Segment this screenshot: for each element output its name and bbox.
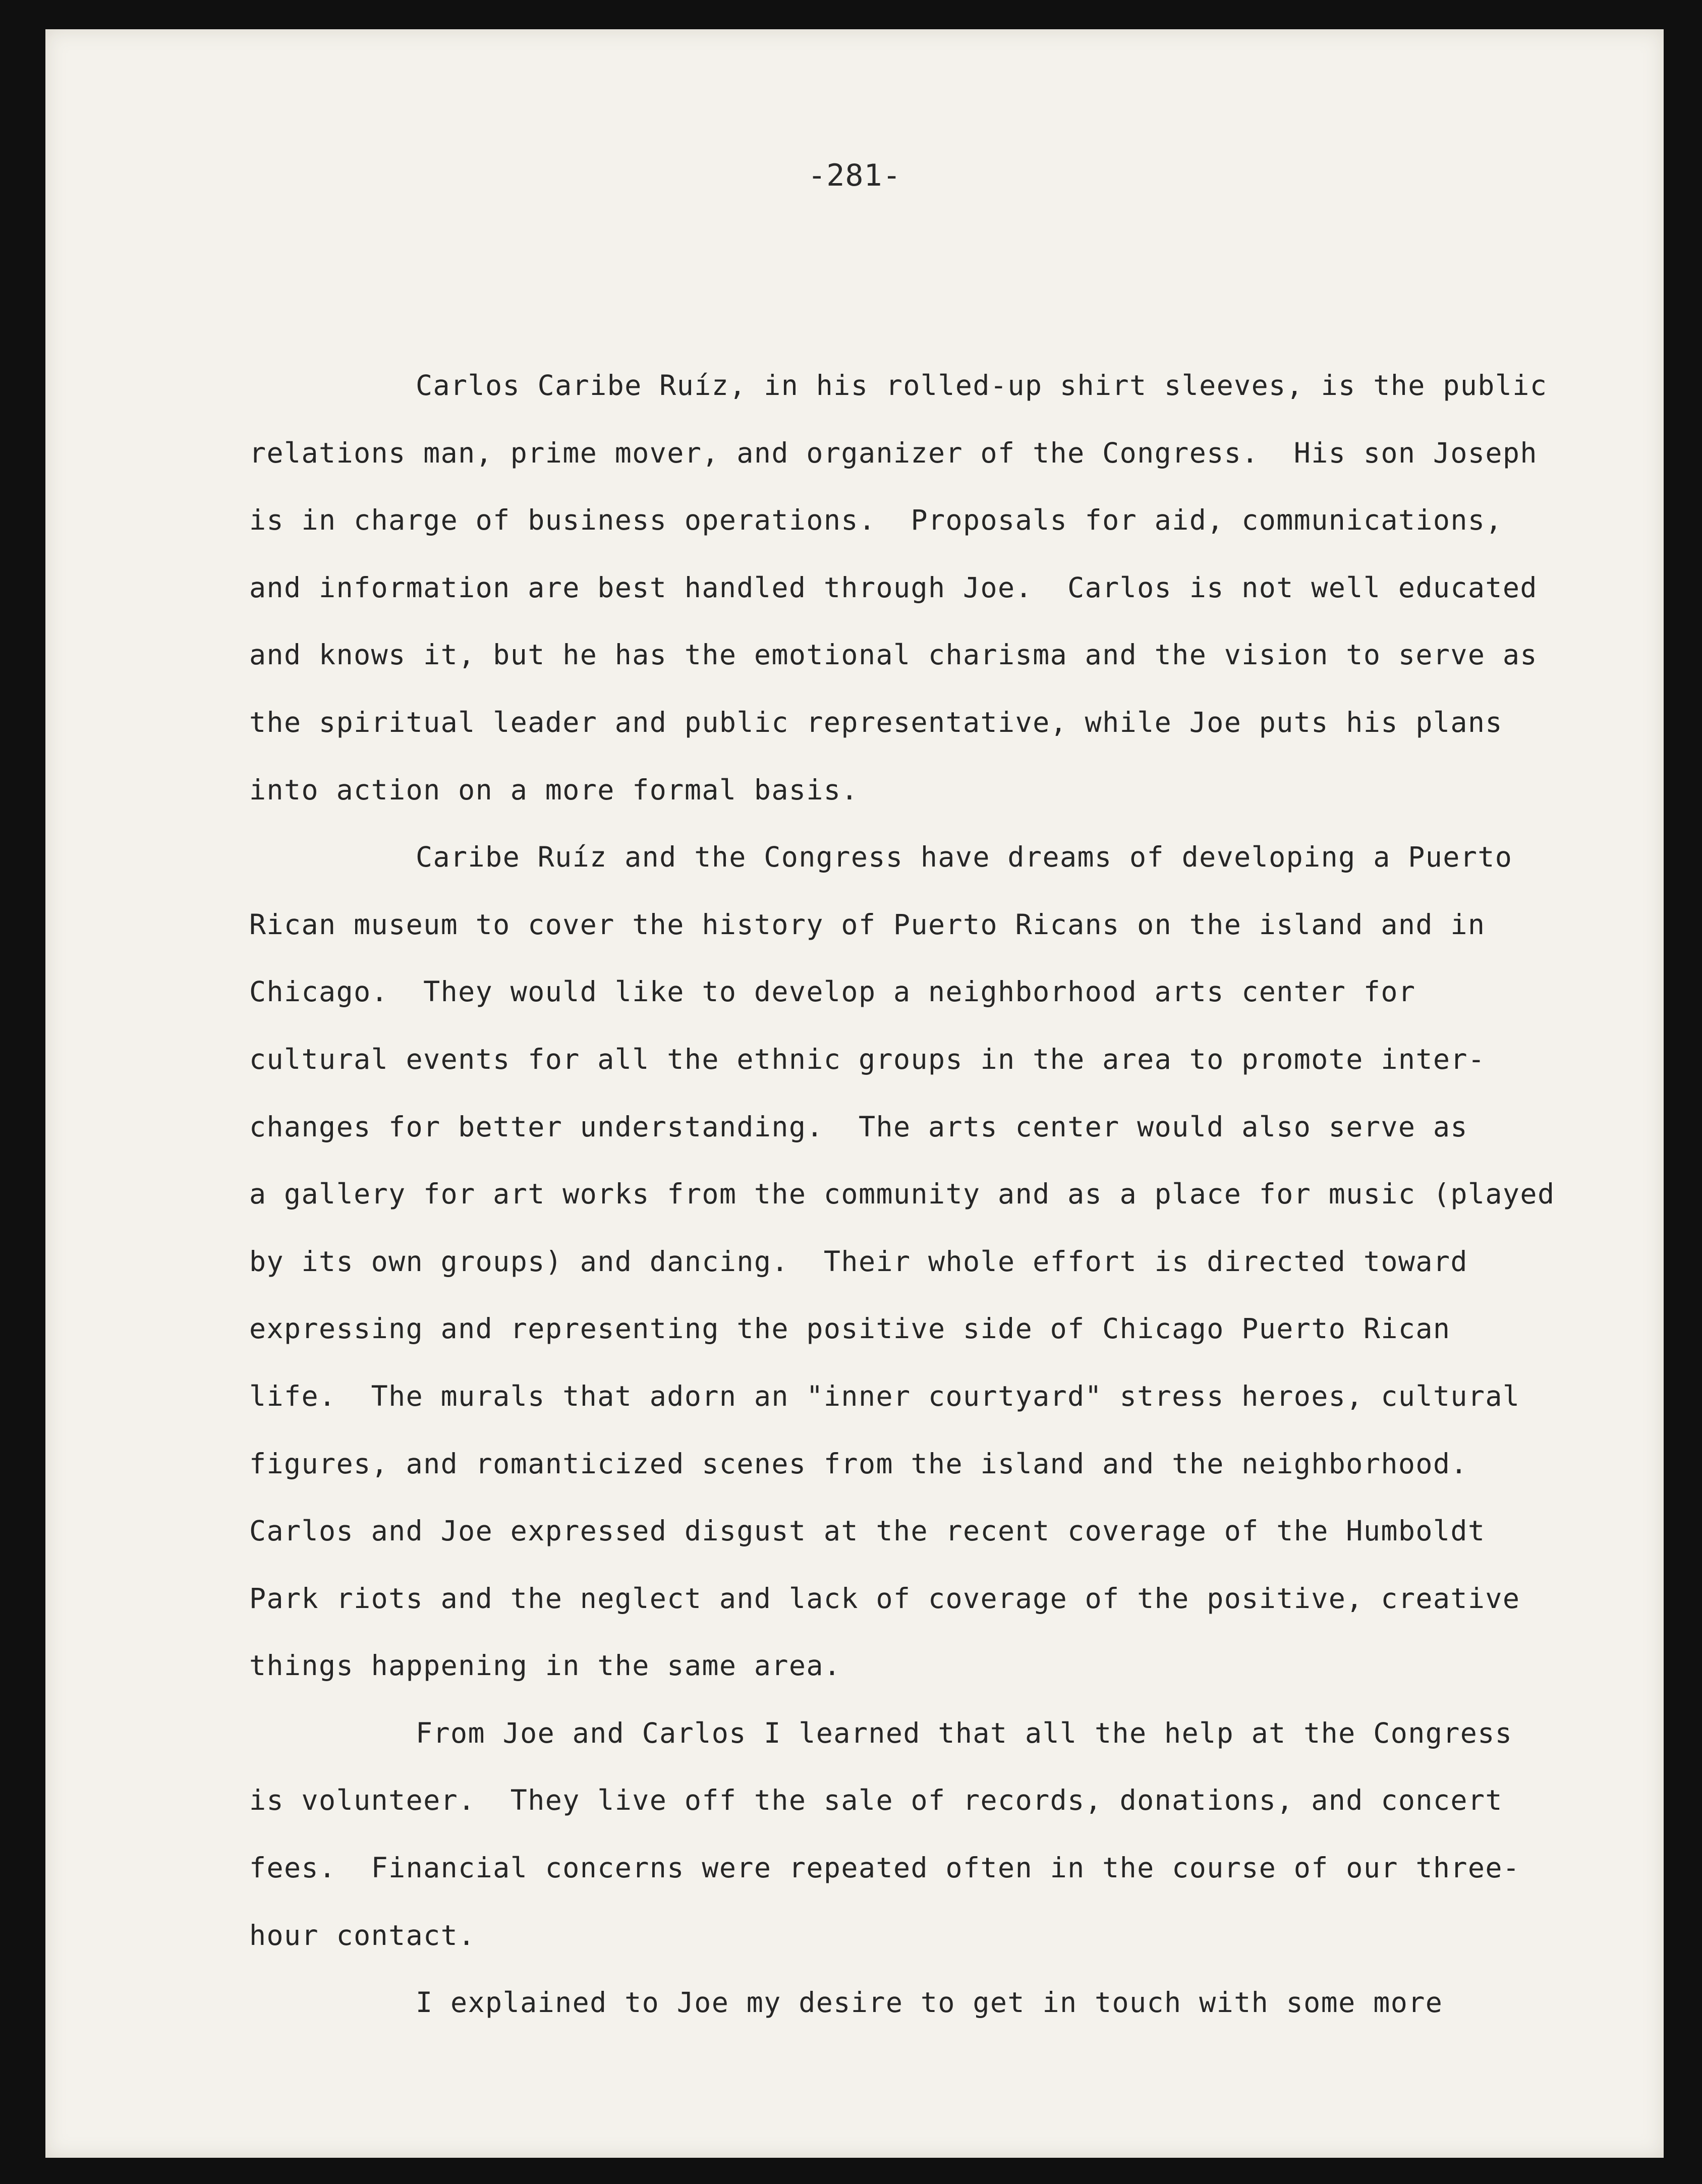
paragraph-line: by its own groups) and dancing. Their whole effort is directed toward — [249, 1245, 1468, 1278]
paragraph-line: things happening in the same area. — [249, 1649, 841, 1682]
paragraph-line: is in charge of business operations. Proposals for aid, communications, — [249, 504, 1503, 537]
paragraph-line: a gallery for art works from the community and as a place for music (played — [249, 1178, 1555, 1211]
paragraph-line: Park riots and the neglect and lack of coverage of the positive, creative — [249, 1582, 1520, 1615]
paragraph-line: and knows it, but he has the emotional charisma and the vision to serve as — [249, 639, 1538, 671]
paragraph-line: Carlos Caribe Ruíz, in his rolled-up shirt sleeves, is the public — [416, 369, 1548, 401]
paragraph-line: hour contact. — [249, 1919, 476, 1951]
paragraph-line: changes for better understanding. The arts center would also serve as — [249, 1110, 1468, 1143]
paragraph-line: and information are best handled through Joe. Carlos is not well educated — [249, 571, 1538, 604]
paragraph-line: is volunteer. They live off the sale of records, donations, and concert — [249, 1784, 1503, 1817]
paragraph-line: Chicago. They would like to develop a neighborhood arts center for — [249, 975, 1416, 1008]
document-page — [45, 29, 1664, 2158]
paragraph-line: figures, and romanticized scenes from the island and the neighborhood. — [249, 1447, 1468, 1480]
paragraph-line: cultural events for all the ethnic groups in the area to promote inter- — [249, 1043, 1486, 1075]
paragraph-line: Rican museum to cover the history of Puerto Ricans on the island and in — [249, 908, 1486, 941]
paragraph-line: fees. Financial concerns were repeated often in the course of our three- — [249, 1852, 1520, 1884]
paragraph-line: relations man, prime mover, and organizer of the Congress. His son Joseph — [249, 436, 1538, 469]
paragraph-line: Caribe Ruíz and the Congress have dreams of developing a Puerto — [416, 841, 1513, 874]
body-text — [249, 352, 1641, 2037]
page-number: -281- — [808, 158, 901, 193]
paragraph-line: expressing and representing the positive side of Chicago Puerto Rican — [249, 1312, 1451, 1345]
paragraph-line: life. The murals that adorn an "inner courtyard" stress heroes, cultural — [249, 1380, 1520, 1412]
paragraph-line: Carlos and Joe expressed disgust at the recent coverage of the Humboldt — [249, 1515, 1486, 1547]
paragraph-line: I explained to Joe my desire to get in touch with some more — [416, 1986, 1443, 2019]
paragraph-line: the spiritual leader and public representative, while Joe puts his plans — [249, 706, 1503, 738]
paragraph-line: into action on a more formal basis. — [249, 773, 859, 806]
paragraph-line: From Joe and Carlos I learned that all the help at the Congress — [416, 1716, 1513, 1749]
